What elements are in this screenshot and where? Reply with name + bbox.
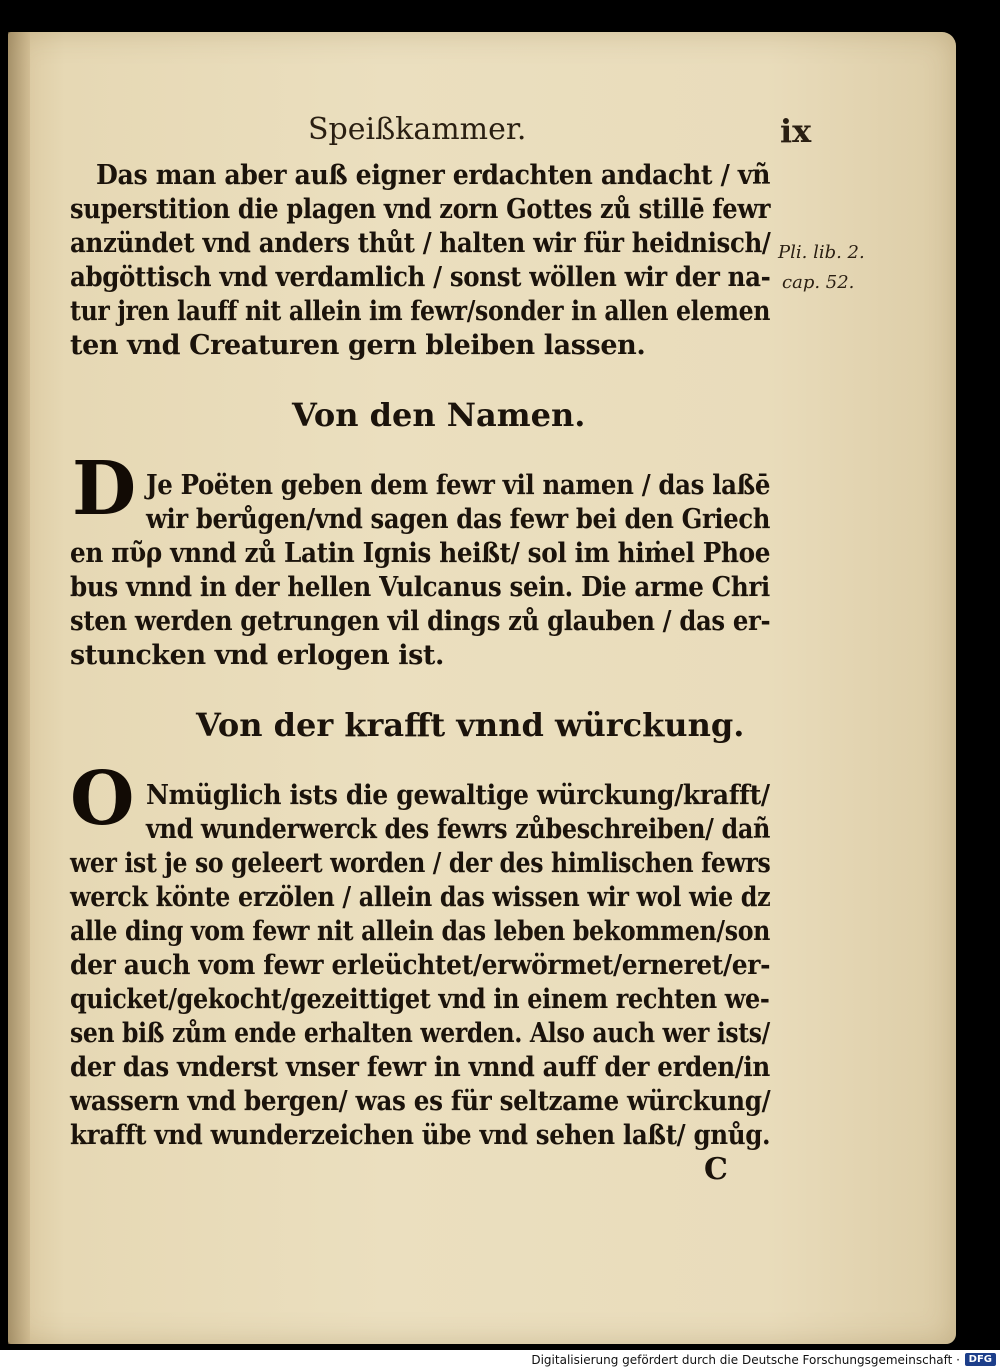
- text-line: ten vnd Creaturen gern bleiben lassen.: [70, 330, 646, 361]
- text-line: en πῦρ vnnd zů Latin Ignis heißt/ sol im hiṁel Phoe: [70, 538, 771, 569]
- text-line: quicket/gekocht/gezeittiget vnd in einem rechten we-: [70, 984, 770, 1015]
- text-line: Das man aber auß eigner erdachten andacht / vñ: [96, 160, 771, 191]
- funding-credit: Digitalisierung gefördert durch die Deutsche Forschungsgemeinschaft ·: [531, 1353, 960, 1367]
- text-line: der auch vom fewr erleüchtet/erwörmet/erneret/er-: [70, 950, 771, 981]
- text-line: stuncken vnd erlogen ist.: [70, 640, 444, 671]
- text-line: sten werden getrungen vil dings zů glauben / das er-: [70, 606, 771, 637]
- text-line: superstition die plagen vnd zorn Gottes zů stillē fewr: [70, 194, 771, 225]
- text-line: wassern vnd bergen/ was es für seltzame würckung/: [70, 1086, 771, 1117]
- drop-capital: D: [72, 446, 137, 532]
- marginal-note: cap. 52.: [782, 272, 855, 293]
- dfg-logo: DFG: [965, 1353, 996, 1366]
- section-heading: Von der krafft vnnd würckung.: [196, 706, 745, 744]
- page-gutter: [8, 32, 30, 1344]
- signature-mark: C: [704, 1152, 728, 1187]
- text-line: bus vnnd in der hellen Vulcanus sein. Die arme Chri: [70, 572, 770, 603]
- text-line: vnd wunderwerck des fewrs zůbeschreiben/ dañ: [146, 814, 771, 845]
- text-line: werck könte erzölen / allein das wissen wir wol wie dz: [70, 882, 771, 913]
- text-line: abgöttisch vnd verdamlich / sonst wöllen wir der na-: [70, 262, 771, 293]
- text-line: alle ding vom fewr nit allein das leben bekommen/son: [70, 916, 771, 947]
- text-line: krafft vnd wunderzeichen übe vnd sehen laßt/ gnůg.: [70, 1120, 771, 1151]
- text-line: Nmüglich ists die gewaltige würckung/krafft/: [146, 780, 770, 811]
- folio-number: ix: [780, 112, 812, 150]
- text-line: Je Poëten geben dem fewr vil namen / das laßē: [146, 470, 771, 501]
- text-line: der das vnderst vnser fewr in vnnd auff der erden/in: [70, 1052, 770, 1083]
- text-line: wir berůgen/vnd sagen das fewr bei den Griech: [146, 504, 771, 535]
- text-line: tur jren lauff nit allein im fewr/sonder in allen elemen: [70, 296, 771, 327]
- section-heading: Von den Namen.: [292, 396, 586, 434]
- drop-capital: O: [70, 756, 135, 842]
- footer-bar: [0, 1350, 1000, 1371]
- running-head: Speißkammer.: [308, 112, 527, 147]
- text-line: anzündet vnd anders thůt / halten wir für heidnisch/: [70, 228, 771, 259]
- marginal-note: Pli. lib. 2.: [778, 242, 865, 263]
- text-line: wer ist je so geleert worden / der des himlischen fewrs: [70, 848, 771, 879]
- text-line: sen biß zům ende erhalten werden. Also auch wer ists/: [70, 1018, 770, 1049]
